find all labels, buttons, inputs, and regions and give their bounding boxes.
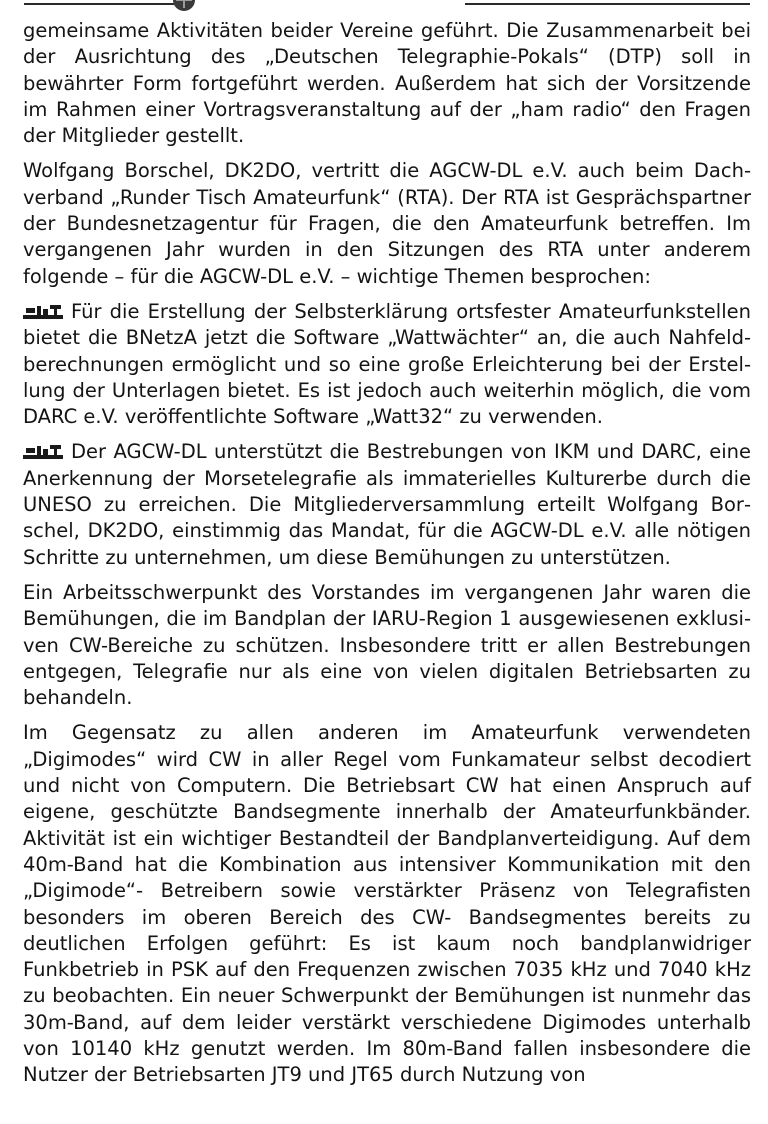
paragraph-rta: Wolfgang Borschel, DK2DO, vertritt die AGCW-DL e.V. auch beim Dachverband „Runder Tisch Amateurfunk“ (RTA). Der RTA ist Gesprächspartner der Bundesnetzagentur für Fragen, die den Amateurfunk betreffen. Im vergangenen Jahr wurden in den Sitzungen des RTA unter anderem folgende – für die AGCW-DL e.V. – wichtige Themen besprochen:	[23, 159, 751, 288]
bullet-text-wattwaechter: Für die Erstellung der Selbsterklärung ortsfester Amateurfunkstellen bietet die BNetzA jetzt die Software „Wattwächter“ an, die auch Nahfeldberechnungen ermöglicht und so eine große Erleichterung bei der Erstellung der Unterlagen bietet. Es ist jedoch auch weiterhin möglich, die vom DARC e.V. veröffentlichte Software „Watt32“ zu verwenden.	[23, 299, 751, 429]
paragraph-digimodes: Im Gegensatz zu allen anderen im Amateurfunk verwendeten „Digimodes“ wird CW in aller Regel vom Funkamateur selbst decodiert und nicht von Computern. Die Betriebsart CW hat einen Anspruch auf eigene, geschützte Bandsegmente innerhalb der Amateurfunkbänder. Aktivität ist ein wichtiger Bestandteil der Bandplanverteidigung. Auf dem 40m-Band hat die Kombination aus intensiver Kommunikation mit den „Digimode“- Betreibern sowie verstärkter Präsenz von Telegrafisten besonders im oberen Bereich des CW- Bandsegmentes bereits zu deutlichen Erfolgen geführt: Es ist kaum noch bandplanwidriger Funkbetrieb in PSK auf den Frequenzen zwischen 7035 kHz und 7040 kHz zu beobachten. Ein neuer Schwerpunkt der Bemühungen ist nunmehr das 30m-Band, auf dem leider verstärkt verschiedene Digimodes unterhalb von 10140 kHz genutzt werden. Im 80m-Band fallen insbesondere die Nutzer der Betriebsarten JT9 und JT65 durch Nutzung von	[23, 721, 751, 1087]
logo-icon	[170, 0, 198, 16]
morse-key-icon	[23, 444, 63, 460]
paragraph-intro: gemeinsame Aktivitäten beider Vereine geführt. Die Zusammenarbeit bei der Ausrichtung des „Deutschen Telegraphie-Pokals“ (DTP) soll in bewährter Form fortgeführt werden. Außerdem hat sich der Vorsitzende im Rahmen einer Vortragsveranstaltung auf der „ham radio“ den Fragen der Mitglieder gestellt.	[23, 19, 751, 148]
morse-key-icon	[23, 304, 63, 320]
bullet-item-wattwaechter	[23, 299, 751, 430]
article-body	[23, 18, 751, 1098]
header-rule-right	[465, 3, 750, 5]
page-header	[0, 0, 768, 8]
bullet-item-kulturerbe	[23, 439, 751, 570]
header-rule-left	[24, 3, 174, 5]
paragraph-arbeitsschwerpunkt: Ein Arbeitsschwerpunkt des Vorstandes im vergangenen Jahr waren die Bemühungen, die im Bandplan der IARU-Region 1 ausgewiesenen exklusiven CW-Bereiche zu schützen. Insbesondere tritt er allen Bestrebungen entgegen, Telegrafie nur als eine von vielen digitalen Betriebsarten zu behandeln.	[23, 580, 751, 710]
bullet-text-kulturerbe: Der AGCW-DL unterstützt die Bestrebungen von IKM und DARC, eine Anerkennung der Morsetelegrafie als immaterielles Kulturerbe durch die UNESO zu erreichen. Die Mitgliederversammlung erteilt Wolfgang Borschel, DK2DO, einstimmig das Mandat, für die AGCW-DL e.V. alle nötigen Schritte zu unternehmen, um diese Bemühungen zu unterstützen.	[23, 440, 751, 569]
